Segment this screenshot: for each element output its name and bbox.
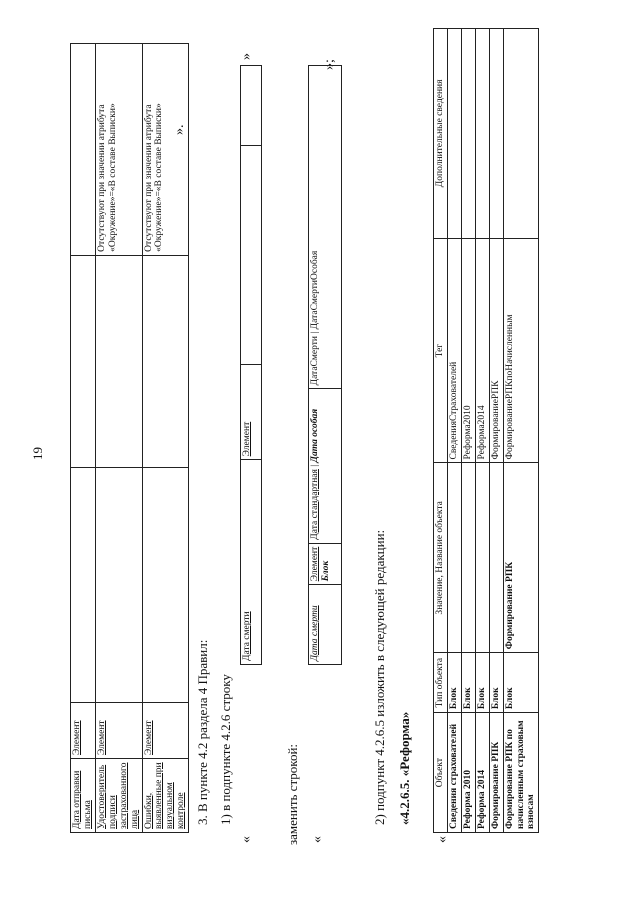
table3-value-standard: Дата стандартная <box>310 469 320 540</box>
table1-close-quote: ». <box>172 124 187 135</box>
table-cell: Блок <box>489 653 503 713</box>
sub-item-1-text: 1) в подпункте 4.2.6 строку <box>218 674 233 825</box>
table-row <box>309 66 342 665</box>
table-cell: Элемент <box>142 703 189 759</box>
table-row <box>142 44 189 833</box>
table2-open-quote: « <box>239 836 254 843</box>
table-cell: Реформа2010 <box>461 238 475 463</box>
table-row <box>461 29 475 833</box>
table-cell: Реформа 2010 <box>461 713 475 833</box>
table-cell: Формирование РПК <box>503 463 539 653</box>
table-cell: Блок <box>475 653 489 713</box>
table3-tag-1: ДатаСмерти <box>310 336 320 386</box>
table4 <box>433 28 539 833</box>
table-cell: Сведения страхователей <box>447 713 461 833</box>
table-cell: Элемент <box>95 703 142 759</box>
section-heading: «4.2.6.5. «Реформа» <box>397 711 412 825</box>
table-cell: Дата смерти <box>309 585 342 665</box>
table-cell: Элемент <box>241 365 262 460</box>
page-number: 19 <box>30 447 45 460</box>
table-cell: Отсутствуют при значении атрибута «Окружение»=«В составе Выписки» <box>95 44 142 256</box>
table-cell <box>461 29 475 239</box>
table-cell: Блок <box>447 653 461 713</box>
table-row <box>475 29 489 833</box>
column-header: Тип объекта <box>434 653 448 713</box>
column-header: Значение, Название объекта <box>434 463 448 653</box>
table4-open-quote: « <box>435 836 450 843</box>
table2 <box>240 65 262 665</box>
table-cell <box>489 463 503 653</box>
table3-value-special: Дата особая <box>310 408 320 463</box>
table-cell <box>71 468 96 703</box>
table-row <box>95 44 142 833</box>
table-cell: Формирование РПК <box>489 713 503 833</box>
table-cell <box>95 468 142 703</box>
table-cell <box>95 255 142 468</box>
table3-type-element: Элемент <box>310 546 320 582</box>
table-cell: Элемент <box>71 703 96 759</box>
table-cell <box>447 463 461 653</box>
table-cell: Блок <box>503 653 539 713</box>
table-cell: Дата смерти <box>241 460 262 665</box>
table-cell: Реформа2014 <box>475 238 489 463</box>
item-3-text: 3. В пункте 4.2 раздела 4 Правил: <box>195 639 210 825</box>
table-cell <box>503 29 539 239</box>
table-cell: Дата стандартная | Дата особая <box>309 389 342 543</box>
table-cell <box>475 29 489 239</box>
table3-close-quote: »; <box>322 59 337 70</box>
table3 <box>308 65 342 665</box>
table-cell: ДатаСмерти | ДатаСмертиОсобая <box>309 66 342 389</box>
table-row <box>71 44 96 833</box>
table-cell <box>241 145 262 365</box>
table-row <box>241 66 262 665</box>
table-cell <box>447 29 461 239</box>
table1 <box>70 43 189 833</box>
table3-open-quote: « <box>310 836 325 843</box>
table-cell: Реформа 2014 <box>475 713 489 833</box>
column-header: Дополнительные сведения <box>434 29 448 239</box>
table2-close-quote: » <box>239 53 254 60</box>
table-cell <box>309 543 342 585</box>
table-cell <box>142 255 189 468</box>
table-cell: Дата отправки письма <box>71 759 96 833</box>
table-header-row <box>434 29 448 833</box>
table-cell <box>142 468 189 703</box>
table-cell: Удостоверитель подписи застрахованного лица <box>95 759 142 833</box>
table-cell <box>475 463 489 653</box>
table-cell: ФормированиеРПКпоНачисленным <box>503 238 539 463</box>
table-cell: Ошибки, выявленные при визуальном контроле <box>142 759 189 833</box>
table-cell <box>489 29 503 239</box>
column-header: Тег <box>434 238 448 463</box>
table-cell <box>461 463 475 653</box>
replace-text: заменить строкой: <box>285 743 300 845</box>
table-row <box>489 29 503 833</box>
table-cell: СведенияСтрахователей <box>447 238 461 463</box>
sub-item-2-text: 2) подпункт 4.2.6.5 изложить в следующей редакции: <box>372 529 387 825</box>
table3-type-block: Блок <box>320 560 331 582</box>
table-cell: Отсутствуют при значении атрибута «Окружение»=«В составе Выписки» <box>142 44 189 256</box>
table-row <box>447 29 461 833</box>
table-cell: Блок <box>461 653 475 713</box>
table3-tag-2: ДатаСмертиОсобая <box>310 250 320 330</box>
table-cell <box>71 44 96 256</box>
table-row <box>503 29 539 833</box>
table-cell <box>71 255 96 468</box>
table-cell <box>241 66 262 146</box>
table-cell: Формирование РПК по начисленным страховым взносам <box>503 713 539 833</box>
table-cell: ФормированиеРПК <box>489 238 503 463</box>
column-header: Объект <box>434 713 448 833</box>
